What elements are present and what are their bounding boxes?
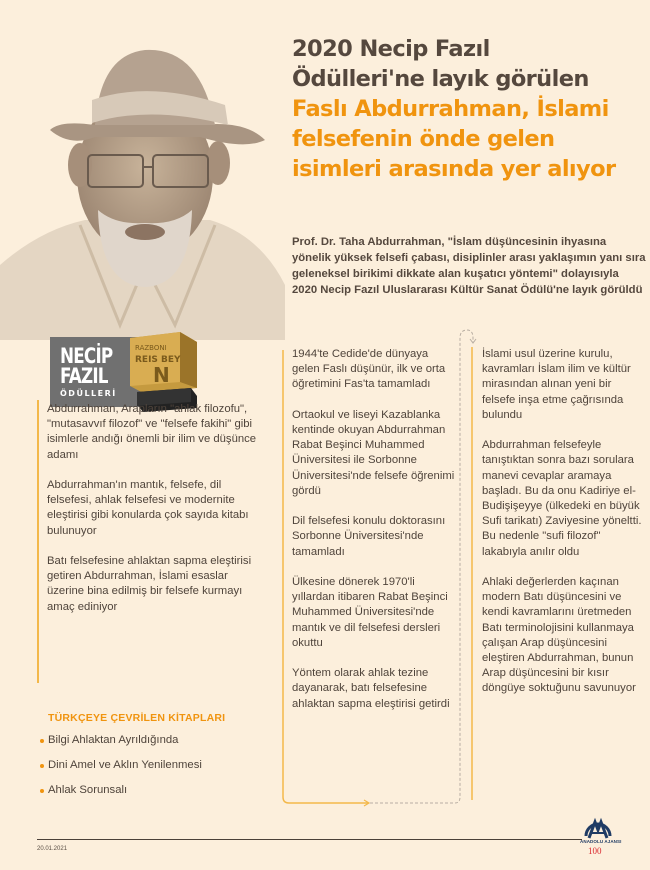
book-item xyxy=(40,783,270,798)
books-list xyxy=(40,733,270,808)
left-column xyxy=(47,402,262,615)
middle-paragraph-1: 1944'te Cedide'de dünyaya gelen Faslı düşünür, ilk ve orta öğretimini Fas'ta tamamladı xyxy=(292,348,446,391)
right-paragraph-2: Abdurrahman felsefeyle tanıştıktan sonra bazı sorulara manevi cevaplar aramaya başladı. Bu da onu Kadiriye el-Budişişeyye (ülkedeki en büyük Sufi tarikatı) Zaviyesine yöneltti. Bu nedenle "sufi filozof" lakabıyla anılır oldu xyxy=(482,439,642,558)
middle-paragraph-2: Ortaokul ve liseyi Kazablanka kentinde okuyan Abdurrahman Rabat Beşinci Muhammed Üniversitesi ile Sorbonne Üniversitesi'nde felsefe öğrenimi gördü xyxy=(292,408,455,497)
svg-text:REIS BEY: REIS BEY xyxy=(135,355,181,365)
agency-name: ANADOLU AJANSI xyxy=(580,839,622,844)
trophy-icon xyxy=(125,330,200,412)
logo-text-line3: ÖDÜLLERİ xyxy=(60,389,117,398)
books-section-title: TÜRKÇEYE ÇEVRİLEN KİTAPLARI xyxy=(48,712,226,724)
middle-paragraph-3: Dil felsefesi konulu doktorasını Sorbonne Üniversitesi'nde tamamladı xyxy=(292,515,446,558)
portrait-image xyxy=(0,25,285,340)
bullet-icon xyxy=(40,764,44,768)
right-paragraph-1: İslami usul üzerine kurulu, kavramları İslam ilim ve kültür mirasından alınan yeni bir felsefe inşa etme çağrısında bulundu xyxy=(482,348,631,421)
book-item xyxy=(40,733,270,748)
book-item xyxy=(40,758,270,773)
book-title: Bilgi Ahlaktan Ayrıldığında xyxy=(48,734,179,746)
logo-text-line2: FAZIL xyxy=(60,364,108,388)
left-paragraph-1: Abdurrahman, Arapların "ahlak filozofu", "mutasavvıf filozof" ve "felsefe fakihi" gibi isimlerle andığı önemli bir ilim ve düşünce adamı xyxy=(47,403,257,461)
agency-100-badge: 100 xyxy=(588,846,602,856)
left-paragraph-2: Abdurrahman'ın mantık, felsefe, dil felsefesi, ahlak felsefesi ve modernite eleştirisi gibi konularda çok sayıda kitabı bulunuyor xyxy=(47,479,249,537)
book-title: Dini Amel ve Aklın Yenilenmesi xyxy=(48,759,202,771)
headline-line-2: Ödülleri'ne layık görülen xyxy=(292,66,589,92)
headline-line-1: 2020 Necip Fazıl xyxy=(292,36,490,62)
middle-paragraph-4: Ülkesine dönerek 1970'li yıllardan itibaren Rabat Beşinci Muhammed Üniversitesi'nde mantık ve dil felsefesi dersleri okuttu xyxy=(292,576,448,649)
lead-paragraph: Prof. Dr. Taha Abdurrahman, "İslam düşüncesinin ihyasına yönelik yüksek felsefi çabası, disiplinler arası yaklaşımın yanı sıra geleneksel birikimi dikkate alan kuşatıcı yöntemi" dolayısıyla 2020 Necip Fazıl Uluslararası Kültür Sanat Ödülü'ne layık görüldü xyxy=(292,236,646,296)
bullet-icon xyxy=(40,789,44,793)
headline-highlight: Faslı Abdurrahman, İslami felsefenin önde gelen isimleri arasında yer alıyor xyxy=(292,96,616,182)
middle-paragraph-5: Yöntem olarak ahlak tezine dayanarak, batı felsefesine ahlaktan sapma eleştirisi getirdi xyxy=(292,667,450,710)
right-column xyxy=(482,347,647,697)
headline-primary xyxy=(292,34,642,94)
logo-text-line1: NECİP xyxy=(60,344,113,368)
publish-date: 20.01.2021 xyxy=(37,846,68,852)
left-paragraph-3: Batı felsefesine ahlaktan sapma eleştirisi getiren Abdurrahman, İslami esaslar üzerine bina edilmiş bir felsefe kurmayı amaç ediniyor xyxy=(47,555,252,613)
book-title: Ahlak Sorunsalı xyxy=(48,784,128,796)
svg-text:RAZBONI: RAZBONI xyxy=(135,344,167,352)
middle-column xyxy=(292,347,457,712)
svg-text:N: N xyxy=(153,363,170,387)
bullet-icon xyxy=(40,739,44,743)
right-paragraph-3: Ahlaki değerlerden kaçınan modern Batı düşüncesini ve kendi kavramlarını üretmeden Batı terminolojisini kullanmaya çalışan Arap düşüncesini eleştiren Abdurrahman, bunun Arap düşüncesini bir kısır döngüye soktuğunu savunuyor xyxy=(482,576,636,695)
footer-divider xyxy=(37,839,582,840)
left-accent-bar xyxy=(37,400,39,683)
